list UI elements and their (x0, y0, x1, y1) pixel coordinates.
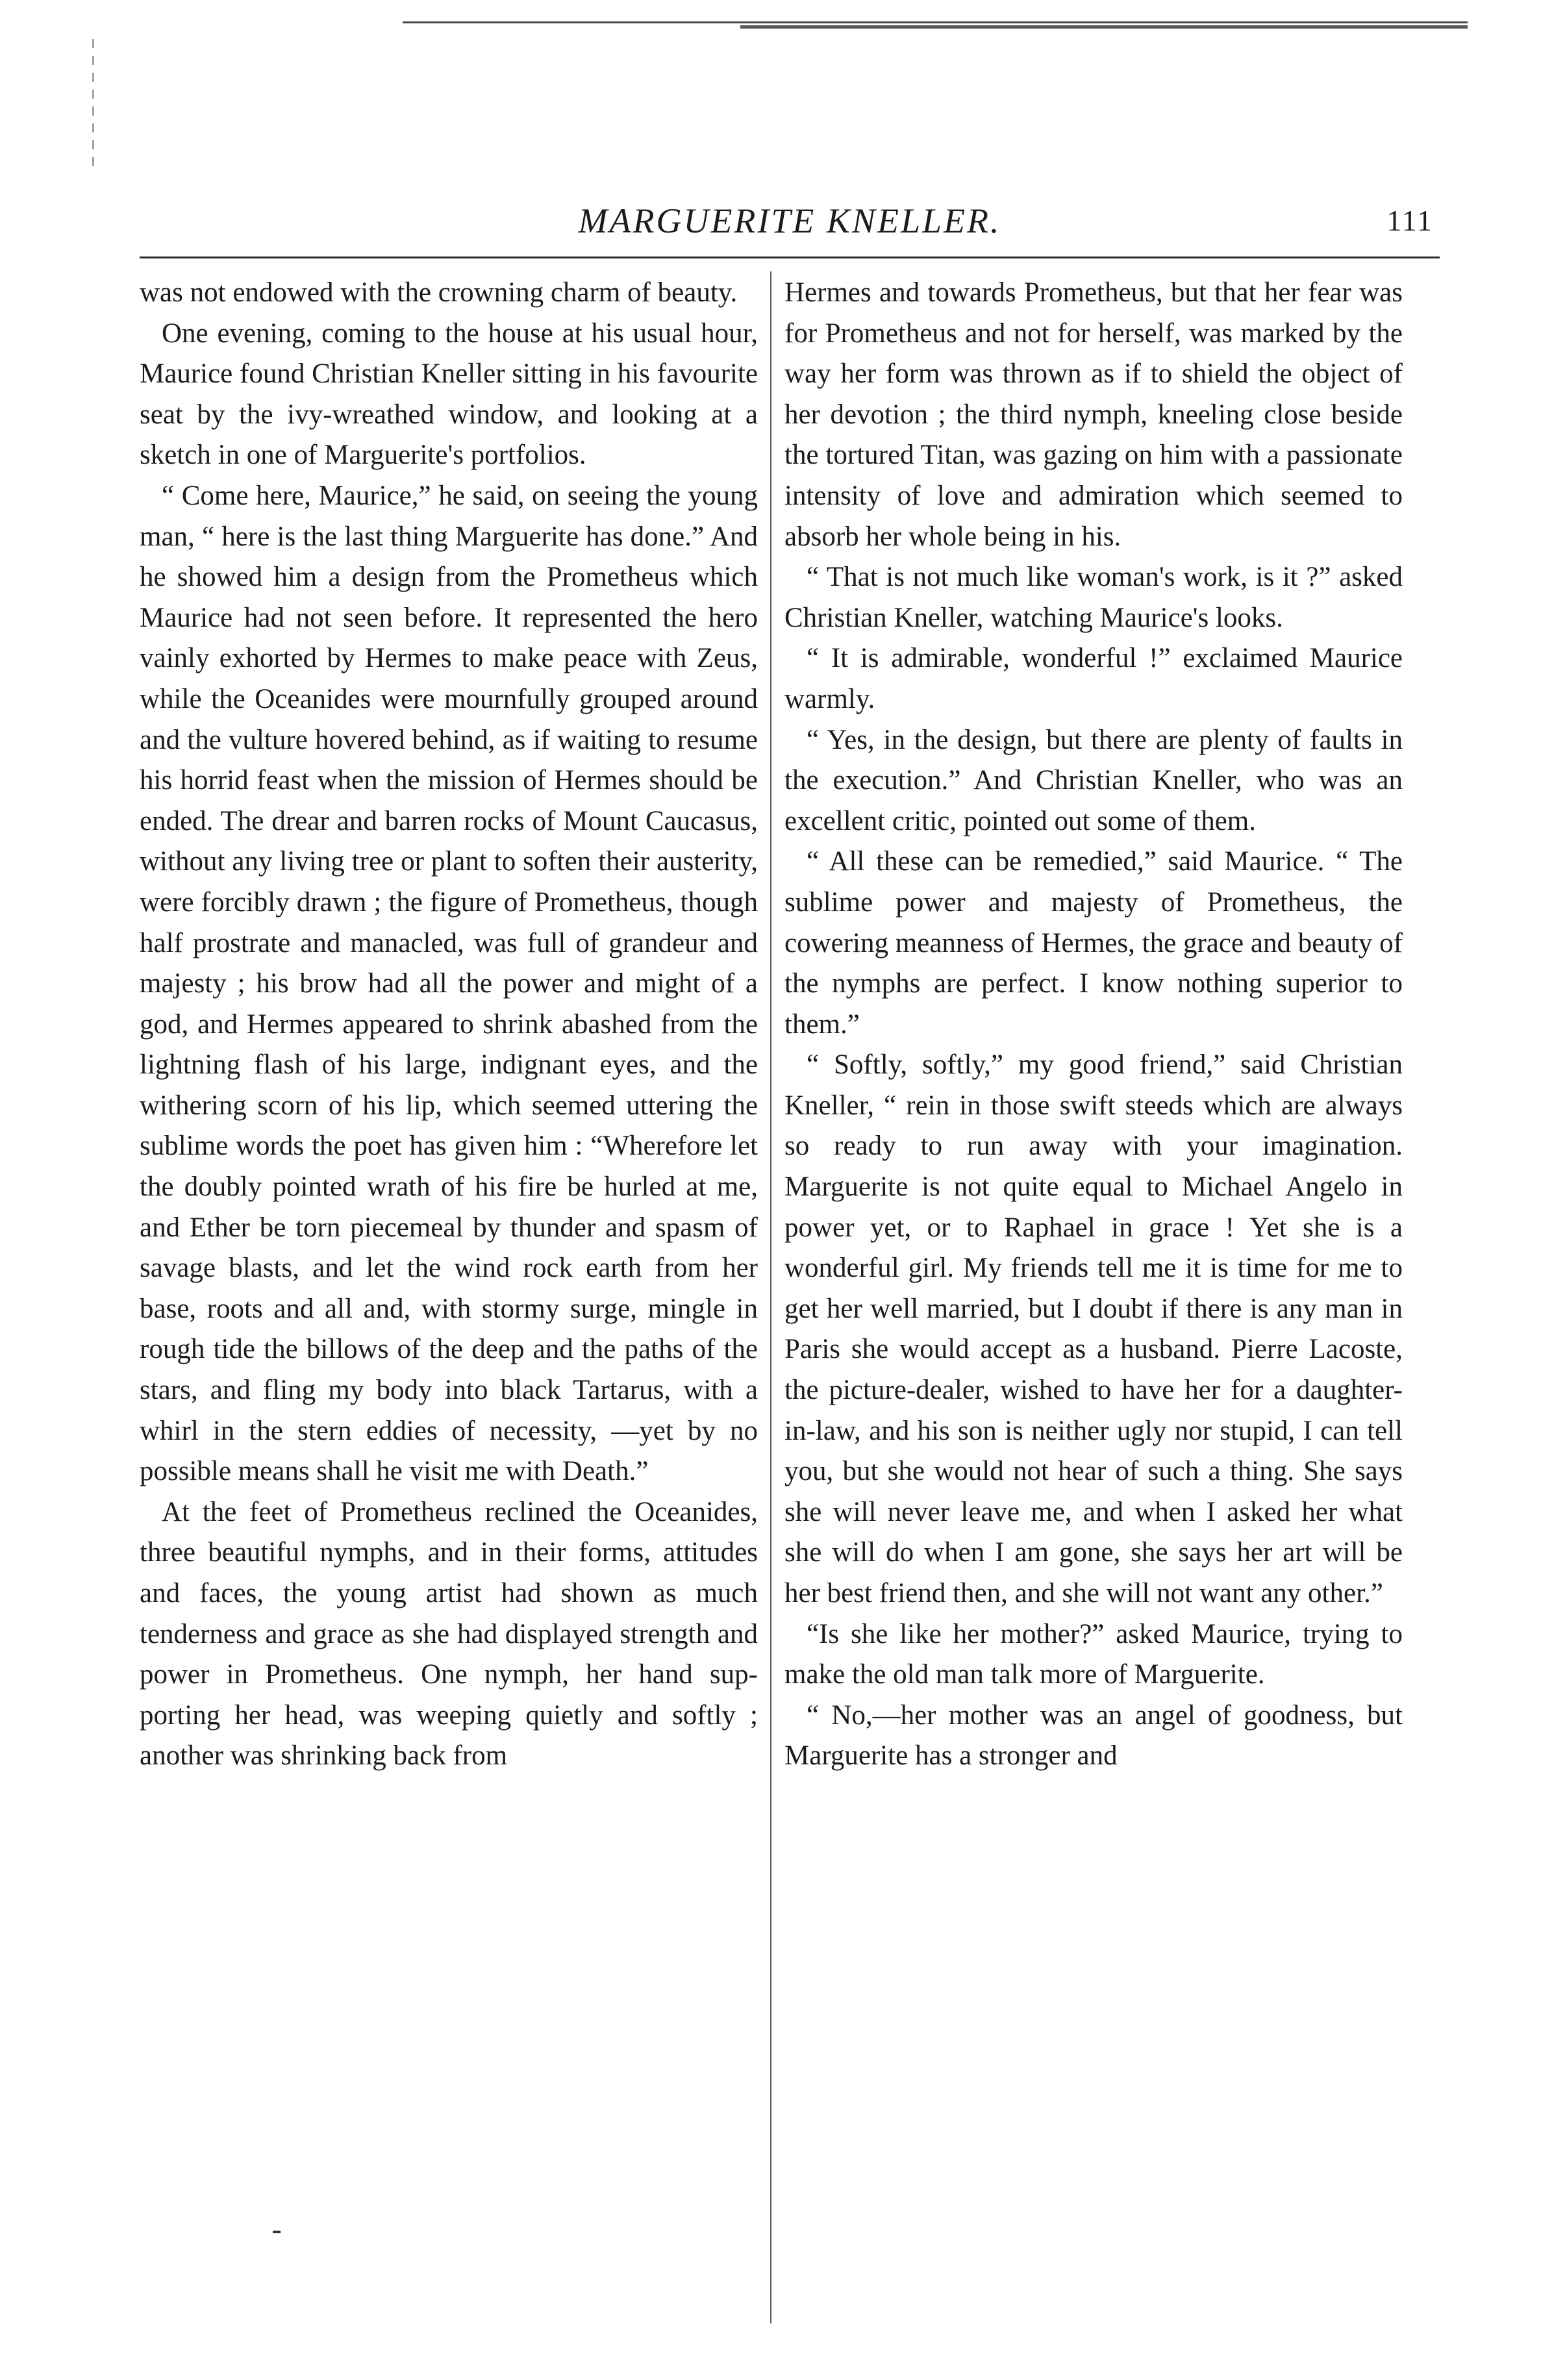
paragraph: “Is she like her mother?” asked Maurice, trying to make the old man talk more of Marguerite. (784, 1618, 1403, 1690)
header-rule (140, 257, 1440, 258)
margin-mark (92, 39, 94, 169)
left-column (140, 273, 758, 1777)
paragraph: Hermes and towards Prometheus, but that her fear was for Prometheus and not for herself, was marked by the way her form was thrown as if to shield the object of her devotion ; the third nymph, kneeling close beside the tortured Titan, was gazing on him with a passionate intensity of love and admiration which seemed to absorb her whole being in his. (784, 277, 1403, 552)
paragraph: “ Softly, softly,” my good friend,” said Christian Kneller, “ rein in those swift steeds which are always so ready to run away with your imagination. Marguerite is not quite equal to Michael Angelo in power yet, or to Raphael in grace ! Yet she is a wonderful girl. My friends tell me it is time for me to get her well married, but I doubt if there is any man in Paris she would accept as a husband. Pierre Lacoste, the picture-dealer, wished to have her for a daughter-in-law, and his son is neither ugly nor stupid, I can tell you, but she would not hear of such a thing. She says she will never leave me, and when I asked her what she will do when I am gone, she says her art will be her best friend then, and she will not want any other.” (784, 1049, 1403, 1609)
paragraph: One evening, coming to the house at his usual hour, Maurice found Christian Kneller sitting in his favourite seat by the ivy-wreathed window, and looking at a sketch in one of Marguerite's portfolios. (140, 318, 758, 471)
paragraph: “ Yes, in the design, but there are plenty of faults in the execution.” And Christian Kneller, who was an excellent critic, pointed out some of them. (784, 724, 1403, 836)
running-title: MARGUERITE KNELLER. (578, 201, 1001, 240)
paragraph: “ It is admirable, wonderful !” exclaimed Maurice warmly. (784, 643, 1403, 714)
paragraph: “ All these can be remedied,” said Maurice. “ The sublime power and majesty of Prometheus, the cowering meanness of Hermes, the grace and beauty of the nymphs are perfect. I know nothing superior to them.” (784, 846, 1403, 1040)
page-header (140, 195, 1440, 247)
bottom-mark (273, 2231, 281, 2233)
right-column (784, 273, 1403, 1777)
paragraph: was not endowed with the crowning charm of beauty. (140, 277, 738, 308)
top-border-rule (403, 19, 1468, 29)
paragraph: “ That is not much like woman's work, is it ?” asked Christian Kneller, watching Maurice's looks. (784, 562, 1403, 633)
column-divider (770, 271, 771, 2324)
paragraph: “ Come here, Maurice,” he said, on seeing the young man, “ here is the last thing Marguerite has done.” And he showed him a design from the Prometheus which Maurice had not seen before. It represented the hero vainly exhorted by Hermes to make peace with Zeus, while the Oceanides were mournfully grouped around and the vulture hovered behind, as if waiting to resume his horrid feast when the mission of Hermes should be ended. The drear and barren rocks of Mount Caucasus, without any living tree or plant to soften their austerity, were forcibly drawn ; the figure of Prometheus, though half prostrate and manacled, was full of grandeur and majesty ; his brow had all the power and might of a god, and Hermes appeared to shrink abashed from the lightning flash of his large, indignant eyes, and the withering scorn of his lip, which seemed uttering the sublime words the poet has given him : “Wherefore let the doubly pointed wrath of his fire be hurled at me, and Ether be torn piecemeal by thunder and spasm of savage blasts, and let the wind rock earth from her base, roots and all and, with stormy surge, mingle in rough tide the billows of the deep and the paths of the stars, and fling my body into black Tartarus, with a whirl in the stern eddies of necessity, —yet by no possible means shall he visit me with Death.” (140, 480, 758, 1487)
page-number: 111 (1386, 204, 1433, 237)
paragraph: At the feet of Prometheus reclined the Oceanides, three beautiful nymphs, and in their forms, attitudes and faces, the young artist had shown as much tenderness and grace as she had displayed strength and power in Prometheus. One nymph, her hand supporting her head, was weeping quietly and softly ; another was shrinking back from (140, 1496, 758, 1772)
paragraph: “ No,—her mother was an angel of goodness, but Marguerite has a stronger and (784, 1699, 1403, 1772)
